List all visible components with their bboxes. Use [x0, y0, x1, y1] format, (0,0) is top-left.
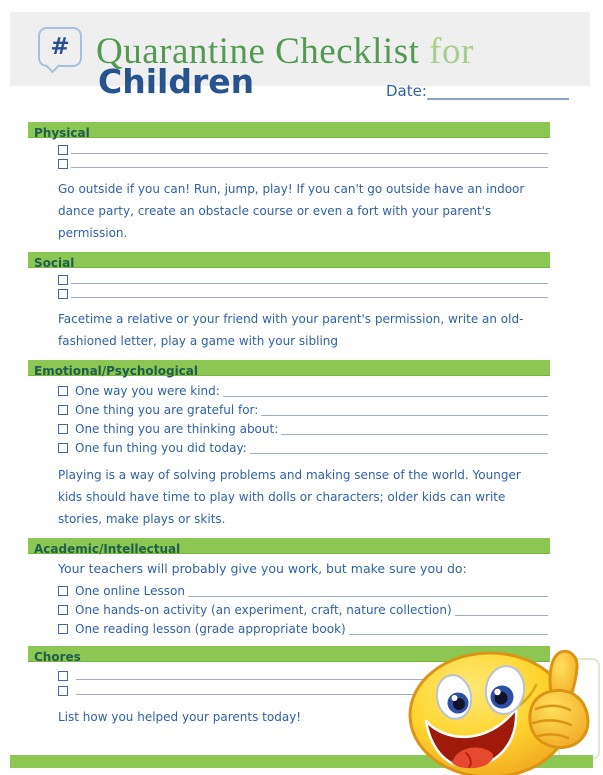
- section-bar-academic: [28, 538, 550, 554]
- hashtag-bubble-icon: [38, 27, 82, 67]
- section-title: Social: [34, 256, 75, 270]
- section-note: List how you helped your parents today!: [58, 710, 302, 724]
- write-in-line: [71, 297, 548, 298]
- write-in-line: [188, 596, 548, 597]
- write-in-line: [71, 283, 548, 284]
- checkbox[interactable]: [58, 671, 68, 681]
- date-row: [386, 82, 569, 100]
- write-in-line: [71, 153, 548, 154]
- checklist-row: [28, 438, 550, 457]
- section-note: Go outside if you can! Run, jump, play! If you can't go outside have an indoor dance party, create an obstacle course or even a fort with your parent's permission.: [58, 182, 525, 240]
- checklist-content: [28, 122, 550, 736]
- checklist-row: [28, 400, 550, 419]
- section-title: Chores: [34, 650, 81, 664]
- checkbox[interactable]: [58, 605, 68, 615]
- write-in-line: [250, 453, 548, 454]
- checklist-row: [28, 157, 550, 171]
- checkbox[interactable]: [58, 443, 68, 453]
- section-note: Facetime a relative or your friend with your parent's permission, write an old-fashioned letter, play a game with your sibling: [58, 312, 524, 348]
- checklist-row: [28, 143, 550, 157]
- checkbox[interactable]: [58, 386, 68, 396]
- item-label: One hands-on activity (an experiment, craft, nature collection): [75, 602, 452, 617]
- checkbox[interactable]: [58, 686, 68, 696]
- checkbox[interactable]: [58, 289, 68, 299]
- checkbox[interactable]: [58, 586, 68, 596]
- section-bar-social: [28, 252, 550, 268]
- page-title-main: Quarantine Checklist: [96, 31, 420, 72]
- checklist-row: [28, 273, 550, 287]
- section-title: Physical: [34, 126, 90, 140]
- item-label: One fun thing you did today:: [75, 440, 247, 455]
- write-in-line: [455, 615, 548, 616]
- item-label: One thing you are thinking about:: [75, 421, 279, 436]
- thumbs-up-emoji-icon: [402, 645, 594, 775]
- checklist-row: [28, 287, 550, 301]
- checklist-row: [28, 619, 550, 638]
- write-in-line: [71, 167, 548, 168]
- section-title: Academic/Intellectual: [34, 542, 181, 556]
- write-in-line: [349, 634, 548, 635]
- checklist-row: [28, 581, 550, 600]
- write-in-line: [281, 434, 548, 435]
- checkbox[interactable]: [58, 424, 68, 434]
- item-label: One thing you are grateful for:: [75, 402, 259, 417]
- checkbox[interactable]: [58, 145, 68, 155]
- item-label: One way you were kind:: [75, 383, 220, 398]
- section-intro: Your teachers will probably give you work, but make sure you do:: [58, 561, 467, 576]
- page-title-for: for: [429, 31, 474, 72]
- checklist-row: [28, 600, 550, 619]
- page-title-children: Children: [98, 62, 255, 101]
- date-write-in-line: [427, 83, 569, 100]
- checkbox[interactable]: [58, 159, 68, 169]
- item-label: One reading lesson (grade appropriate book): [75, 621, 346, 636]
- section-bar-physical: [28, 122, 550, 138]
- checklist-row: [28, 381, 550, 400]
- date-label: Date:: [386, 82, 427, 100]
- section-bar-emotional: [28, 360, 550, 376]
- checkbox[interactable]: [58, 275, 68, 285]
- write-in-line: [223, 396, 548, 397]
- section-social: [28, 252, 550, 352]
- section-title: Emotional/Psychological: [34, 364, 199, 378]
- write-in-line: [261, 415, 548, 416]
- checkbox[interactable]: [58, 405, 68, 415]
- checkbox[interactable]: [58, 624, 68, 634]
- section-note: Playing is a way of solving problems and making sense of the world. Younger kids should have time to play with dolls or characters; older kids can write stories, make plays or skits.: [58, 468, 521, 526]
- section-academic: [28, 538, 550, 638]
- section-physical: [28, 122, 550, 244]
- hash-icon: #: [50, 34, 70, 60]
- section-emotional: [28, 360, 550, 530]
- header-band: [10, 12, 590, 101]
- item-label: One online Lesson: [75, 583, 185, 598]
- checklist-row: [28, 419, 550, 438]
